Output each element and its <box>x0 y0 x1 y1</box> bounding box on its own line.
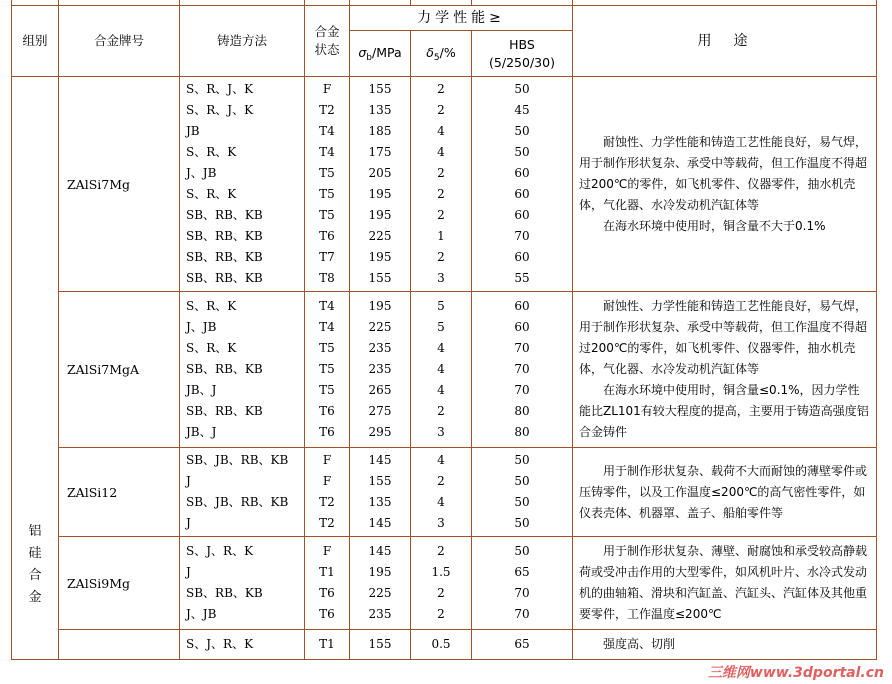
state-value: T4 <box>319 320 335 334</box>
method-value: S、R、J、K <box>186 103 254 117</box>
alloy-name: ZAlSi12 <box>59 448 180 537</box>
delta-value: 4 <box>437 145 445 159</box>
hbs-value: 60 <box>514 208 530 222</box>
sigma-value: 195 <box>368 565 392 579</box>
state-value: T4 <box>319 299 335 313</box>
alloy-row <box>12 448 877 537</box>
use-paragraph: 用于制作形状复杂、载荷不大而耐蚀的薄壁零件或压铸零件，以及工作温度≤200℃的高气密性零件，如仪表壳体、机器罩、盖子、船舶零件等 <box>579 463 868 520</box>
use-paragraph: 强度高、切削 <box>603 637 676 651</box>
state-value: T7 <box>319 250 335 264</box>
sigma-value: 135 <box>368 103 392 117</box>
method-value: S、J、R、K <box>186 544 254 558</box>
delta-value: 3 <box>437 516 445 530</box>
alloy-name: ZAlSi7Mg <box>59 77 180 292</box>
state-value: T6 <box>319 229 335 243</box>
method-value: SB、RB、KB <box>186 250 263 264</box>
delta-cell <box>411 292 472 448</box>
use-paragraph: 耐蚀性、力学性能和铸造工艺性能良好，易气焊，用于制作形状复杂、承受中等载荷，但工作温度不得超过200℃的零件，如飞机零件、仪器零件，抽水机壳体，气化器、水冷发动机汽缸体等 <box>579 299 868 376</box>
delta-value: 2 <box>437 544 445 558</box>
state-value: T2 <box>319 495 335 509</box>
use-cell <box>573 630 877 660</box>
sigma-value: 145 <box>368 516 392 530</box>
hbs-value: 60 <box>514 320 530 334</box>
alloy-row <box>12 77 877 292</box>
delta-value: 2 <box>437 187 445 201</box>
group-char: 铝 <box>28 524 42 539</box>
group-char: 金 <box>28 590 42 605</box>
hbs-value: 50 <box>514 124 530 138</box>
hbs-value: 80 <box>514 425 530 439</box>
header-state: 合金状态 <box>305 6 350 77</box>
method-value: SB、RB、KB <box>186 271 263 285</box>
hbs-value: 80 <box>514 404 530 418</box>
hbs-value: 50 <box>514 82 530 96</box>
method-value: S、R、J、K <box>186 82 254 96</box>
state-cell <box>305 292 350 448</box>
delta-value: 1.5 <box>431 565 451 579</box>
method-value: J <box>186 474 191 488</box>
hbs-value: 55 <box>514 271 530 285</box>
delta-value: 2 <box>437 404 445 418</box>
delta-value: 2 <box>437 82 445 96</box>
sigma-value: 195 <box>368 187 392 201</box>
state-value: T5 <box>319 362 335 376</box>
method-value: S、R、K <box>186 341 237 355</box>
state-value: T6 <box>319 404 335 418</box>
header-sigma: $\sigma_b$/MPa <box>350 31 411 77</box>
method-value: JB、J <box>186 425 217 439</box>
hbs-value: 50 <box>514 544 530 558</box>
hbs-cell <box>472 77 573 292</box>
state-value: T5 <box>319 208 335 222</box>
use-paragraph: 在海水环境中使用时，铜含量不大于0.1% <box>603 218 826 233</box>
sigma-value: 275 <box>368 404 392 418</box>
method-value: SB、RB、KB <box>186 362 263 376</box>
sigma-value: 155 <box>368 82 392 96</box>
delta-value: 2 <box>437 208 445 222</box>
delta-value: 2 <box>437 586 445 600</box>
group-cell <box>12 77 59 660</box>
sigma-value: 235 <box>368 362 392 376</box>
use-paragraph: 用于制作形状复杂、薄壁、耐腐蚀和承受较高静载荷或受冲击作用的大型零件，如风机叶片、水冷式发动机的曲轴箱、滑块和汽缸盖、汽缸头、汽缸体及其他重要零件，工作温度≤200℃ <box>579 544 868 621</box>
method-value: S、R、K <box>186 299 237 313</box>
hbs-value: 50 <box>514 453 530 467</box>
state-value: T2 <box>319 103 335 117</box>
header-mech: 力学性能≥ <box>350 6 573 31</box>
header-alloy: 合金牌号 <box>59 6 180 77</box>
state-cell <box>305 537 350 630</box>
state-value: T2 <box>319 516 335 530</box>
method-value: J <box>186 565 191 579</box>
use-cell <box>573 77 877 292</box>
hbs-value: 50 <box>514 516 530 530</box>
use-paragraph: 耐蚀性、力学性能和铸造工艺性能良好，易气焊，用于制作形状复杂、承受中等载荷，但工作温度不得超过200℃的零件，如飞机零件、仪器零件，抽水机壳体，气化器、水冷发动机汽缸体等 <box>579 134 868 212</box>
sigma-value: 195 <box>368 208 392 222</box>
state-value: T1 <box>319 637 335 651</box>
alloy-row <box>12 292 877 448</box>
hbs-value: 70 <box>514 362 530 376</box>
state-value: T5 <box>319 166 335 180</box>
delta-value: 3 <box>437 425 445 439</box>
state-cell <box>305 448 350 537</box>
watermark: 三维网www.3dportal.cn <box>707 665 884 681</box>
state-value: F <box>322 453 332 467</box>
state-value: F <box>322 544 332 558</box>
state-value: T8 <box>319 271 335 285</box>
state-value: T4 <box>319 145 335 159</box>
state-value: T5 <box>319 187 335 201</box>
sigma-value: 225 <box>368 229 392 243</box>
method-value: J、JB <box>186 166 217 180</box>
delta-value: 4 <box>437 341 445 355</box>
hbs-value: 70 <box>514 586 530 600</box>
hbs-value: 60 <box>514 299 530 313</box>
hbs-value: 70 <box>514 607 530 621</box>
sigma-cell <box>350 77 411 292</box>
sigma-value: 155 <box>368 271 392 285</box>
hbs-value: 50 <box>514 145 530 159</box>
state-value: T1 <box>319 565 335 579</box>
hbs-cell <box>472 292 573 448</box>
delta-value: 4 <box>437 495 445 509</box>
group-char: 硅 <box>28 546 42 561</box>
header-use: 用 途 <box>573 6 877 77</box>
sigma-cell <box>350 630 411 660</box>
use-cell <box>573 537 877 630</box>
alloy-row <box>12 537 877 630</box>
method-value: SB、JB、RB、KB <box>186 453 289 467</box>
sigma-value: 145 <box>368 544 392 558</box>
hbs-value: 70 <box>514 383 530 397</box>
method-value: SB、RB、KB <box>186 404 263 418</box>
delta-value: 3 <box>437 271 445 285</box>
header-row-1 <box>12 6 877 31</box>
sigma-cell <box>350 448 411 537</box>
header-group: 组别 <box>12 6 59 77</box>
sigma-value: 265 <box>368 383 392 397</box>
hbs-value: 65 <box>514 637 530 651</box>
method-cell <box>180 292 305 448</box>
state-cell <box>305 77 350 292</box>
hbs-value: 65 <box>514 565 530 579</box>
state-value: T4 <box>319 124 335 138</box>
state-value: T6 <box>319 425 335 439</box>
delta-value: 2 <box>437 250 445 264</box>
delta-value: 2 <box>437 607 445 621</box>
hbs-value: 60 <box>514 250 530 264</box>
hbs-value: 45 <box>514 103 530 117</box>
sigma-value: 145 <box>368 453 392 467</box>
group-char: 合 <box>28 568 42 583</box>
delta-value: 4 <box>437 453 445 467</box>
delta-cell <box>411 630 472 660</box>
method-value: JB、J <box>186 383 217 397</box>
delta-value: 2 <box>437 474 445 488</box>
hbs-value: 50 <box>514 474 530 488</box>
sigma-value: 235 <box>368 341 392 355</box>
method-cell <box>180 537 305 630</box>
delta-cell <box>411 448 472 537</box>
alloy-row <box>12 630 877 660</box>
state-value: F <box>322 474 332 488</box>
hbs-value: 60 <box>514 166 530 180</box>
state-value: T6 <box>319 586 335 600</box>
hbs-value: 50 <box>514 495 530 509</box>
header-method: 铸造方法 <box>180 6 305 77</box>
sigma-value: 135 <box>368 495 392 509</box>
sigma-value: 175 <box>368 145 392 159</box>
state-value: T5 <box>319 341 335 355</box>
state-value: F <box>322 82 332 96</box>
sigma-cell <box>350 537 411 630</box>
hbs-cell <box>472 448 573 537</box>
method-cell <box>180 448 305 537</box>
delta-cell <box>411 77 472 292</box>
method-value: JB <box>186 124 200 138</box>
method-value: J、JB <box>186 607 217 621</box>
method-value: SB、JB、RB、KB <box>186 495 289 509</box>
sigma-cell <box>350 292 411 448</box>
state-value: T6 <box>319 607 335 621</box>
method-value: SB、RB、KB <box>186 586 263 600</box>
method-value: SB、RB、KB <box>186 229 263 243</box>
sigma-value: 225 <box>368 586 392 600</box>
alloy-table <box>11 0 877 660</box>
sigma-value: 225 <box>368 320 392 334</box>
delta-value: 4 <box>437 124 445 138</box>
hbs-cell <box>472 630 573 660</box>
use-cell <box>573 292 877 448</box>
use-paragraph: 在海水环境中使用时，铜含量≤0.1%，因力学性能比ZL101有较大程度的提高，主要用于铸造高强度铝合金铸件 <box>579 383 869 439</box>
delta-value: 4 <box>437 362 445 376</box>
sigma-value: 295 <box>368 425 392 439</box>
sigma-value: 205 <box>368 166 392 180</box>
method-value: S、J、R、K <box>186 637 254 651</box>
alloy-name: ZAlSi7MgA <box>59 292 180 448</box>
method-value: S、R、K <box>186 145 237 159</box>
delta-value: 2 <box>437 166 445 180</box>
method-value: SB、RB、KB <box>186 208 263 222</box>
sigma-value: 235 <box>368 607 392 621</box>
delta-cell <box>411 537 472 630</box>
alloy-name: ZAlSi9Mg <box>59 537 180 630</box>
method-value: J <box>186 516 191 530</box>
delta-value: 5 <box>437 299 445 313</box>
method-value: S、R、K <box>186 187 237 201</box>
delta-value: 0.5 <box>431 637 451 651</box>
hbs-value: 70 <box>514 229 530 243</box>
sigma-value: 155 <box>368 474 392 488</box>
delta-value: 4 <box>437 383 445 397</box>
hbs-cell <box>472 537 573 630</box>
sigma-value: 195 <box>368 250 392 264</box>
header-hbs: HBS (5/250/30) <box>472 31 573 77</box>
use-cell <box>573 448 877 537</box>
state-cell <box>305 630 350 660</box>
state-value: T5 <box>319 383 335 397</box>
sigma-value: 155 <box>368 637 392 651</box>
hbs-value: 60 <box>514 187 530 201</box>
header-delta: $\delta_5/\%$ <box>411 31 472 77</box>
method-cell <box>180 77 305 292</box>
method-value: J、JB <box>186 320 217 334</box>
alloy-name <box>59 630 180 660</box>
sigma-value: 185 <box>368 124 392 138</box>
delta-value: 2 <box>437 103 445 117</box>
delta-value: 5 <box>437 320 445 334</box>
hbs-value: 70 <box>514 341 530 355</box>
sigma-value: 195 <box>368 299 392 313</box>
delta-value: 1 <box>437 229 445 243</box>
method-cell <box>180 630 305 660</box>
